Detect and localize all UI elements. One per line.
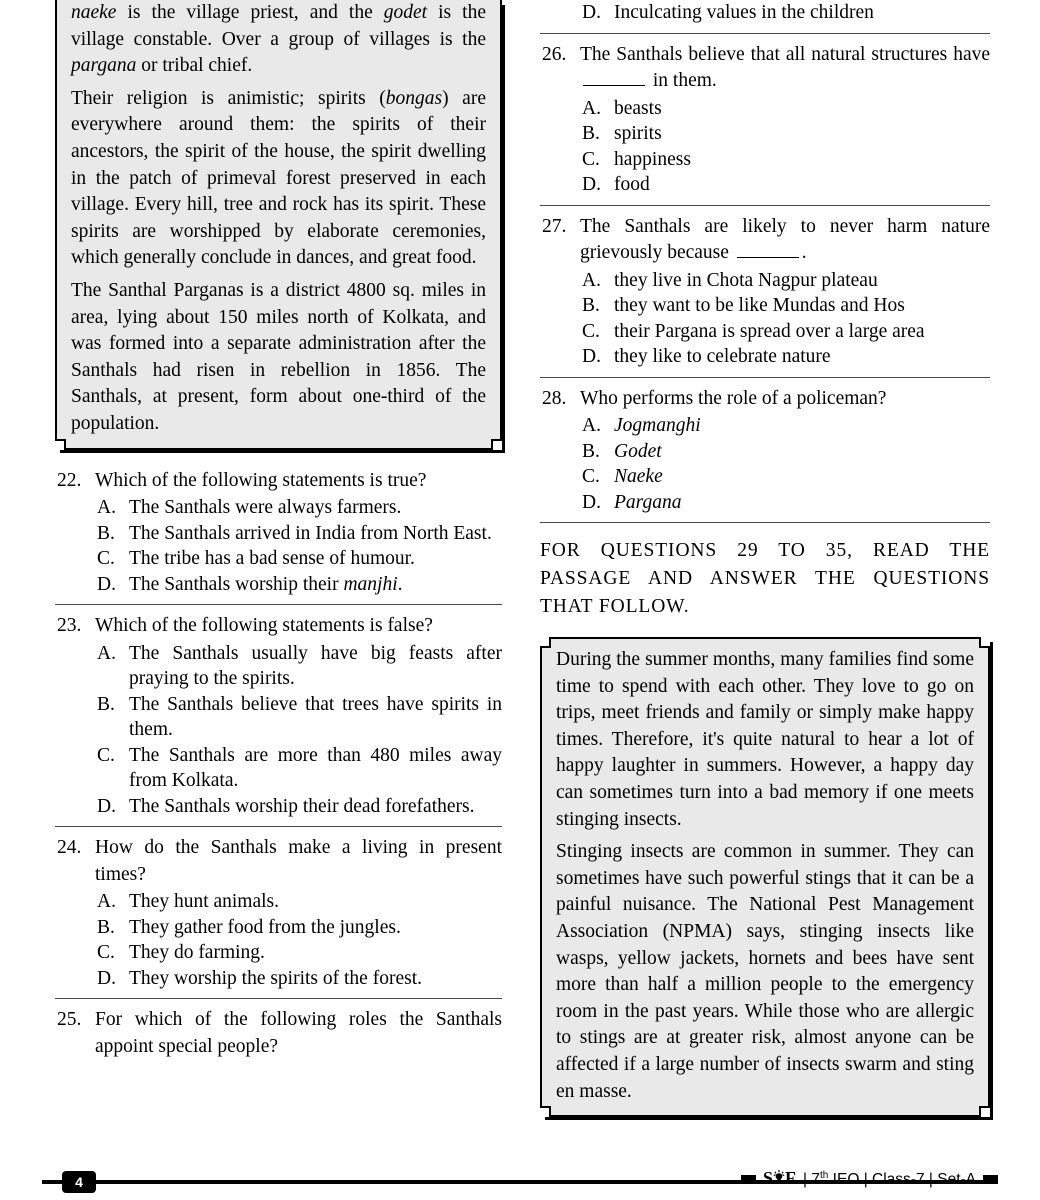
option-text: Pargana [614,491,682,513]
option-b[interactable] [540,293,990,319]
question-separator [55,604,502,605]
question-text: Which of the following statements is false? [95,615,433,636]
option-letter: D. [582,491,601,513]
footer-branding [741,1168,998,1194]
term-bongas: bongas [385,87,443,109]
option-letter: C. [97,744,115,766]
term-pargana: pargana [71,55,137,77]
footer-dash-right-icon [983,1175,998,1180]
option-text: spirits [614,123,662,144]
question-number: 27. [542,215,567,237]
footer-meta [803,1170,976,1189]
question-stem [55,613,502,640]
option-text: The Santhals arrived in India from North East. [129,522,492,544]
option-text: they like to celebrate nature [614,346,831,367]
notch-bottom-right-icon [491,439,502,450]
option-text: They worship the spirits of the forest. [129,967,422,989]
option-letter: B. [97,916,115,938]
sof-logo [763,1168,796,1189]
option-text: happiness [614,148,691,170]
question-stem [55,835,502,888]
footer-set: Set-A [937,1171,976,1188]
option-letter: B. [582,123,600,144]
option-letter: A. [582,97,601,119]
option-list [55,889,502,991]
option-text: They hunt animals. [129,891,280,912]
option-letter: B. [97,693,115,715]
notch-bottom-right-icon [979,1106,990,1117]
fill-in-blank [737,244,799,258]
option-text: The Santhals are more than 480 miles away from Kolkata. [129,744,502,791]
question-stem [540,214,990,267]
option-letter: A. [582,415,601,436]
option-text: Jogmanghi [614,415,701,436]
option-d[interactable] [540,344,990,370]
option-text: The Santhals worship their dead forefathers. [129,795,475,817]
option-text: The Santhals believe that trees have spirits in them. [129,693,502,740]
question-number: 25. [57,1009,82,1030]
option-b[interactable] [55,521,502,547]
passage-paragraph [71,86,486,272]
option-text: The Santhals were always farmers. [129,497,402,518]
footer-exam-ordinal: 7 [811,1171,821,1188]
option-text: They gather food from the jungles. [129,916,401,938]
option-letter: B. [97,522,115,544]
option-text: Naeke [614,466,663,487]
question-text: Which of the following statements is true? [95,469,427,491]
question-27 [540,214,990,370]
fill-in-blank [583,72,645,86]
question-text: Who performs the role of a policeman? [580,387,887,409]
passage-paragraph: During the summer months, many families find some time to spend with each other. They love to go on trips, meet friends and family or simply make happy times. Therefore, it's quite natural to hear a lot of happy laughter in summers. However, a happy day can sometimes turn into a bad memory if one meets stinging insects. [556,649,974,830]
passage-box-summer [540,637,990,1117]
option-c[interactable] [55,940,502,966]
reading-instruction: FOR QUESTIONS 29 TO 35, READ THE PASSAGE AND ANSWER THE QUESTIONS THAT FOLLOW. [540,540,990,617]
option-d[interactable] [55,966,502,992]
option-letter: B. [582,440,600,462]
option-c[interactable] [540,147,990,173]
term-naeke: naeke [71,2,117,23]
sof-logo-s: S [763,1168,774,1188]
option-text-lead: The Santhals worship their [129,573,344,595]
option-text: their Pargana is spread over a large area [614,320,925,342]
option-c[interactable] [540,319,990,345]
option-text: Inculcating values in the children [614,2,874,23]
question-text-before-blank: The Santhals believe that all natural structures have [580,43,990,65]
option-text [129,572,502,598]
question-number: 26. [542,43,567,65]
option-b[interactable] [540,439,990,465]
option-letter: C. [582,466,600,487]
option-list [540,413,990,515]
option-text: they want to be like Mundas and Hos [614,295,905,316]
question-separator [540,377,990,378]
question-stem [540,386,990,413]
footer-dash-left-icon [741,1175,756,1180]
footer-exam-ordinal-suffix: th [820,1169,829,1181]
option-c[interactable] [55,743,502,794]
question-22 [55,468,502,598]
question-text-before-blank: The Santhals are likely to never harm nature grievously because [580,215,990,263]
question-text [580,214,990,267]
option-letter: D. [97,573,116,595]
option-letter: A. [582,269,601,291]
passage-text: ) are everywhere around them: the spirits of their ancestors, the spirit of the house, the spirit dwelling in the patch of primeval forest preserved in each village. Every hill, tree and rock has its spirit. These spirits are worshipped by elaborate ceremonies, which generally conclude in dances, and great food. [71,87,486,269]
option-a[interactable] [540,96,990,122]
lightbulb-icon [773,1169,785,1184]
option-d[interactable] [540,172,990,198]
question-number: 24. [57,837,82,858]
passage-paragraph: The Santhal Parganas is a district 4800 sq. miles in area, lying about 150 miles north of Kolkata, and was formed into a separate administration after the Santhals had risen in rebellion in 1856. The Santhals, at present, form about one-third of the population. [71,279,486,434]
option-a[interactable] [55,641,502,692]
option-list [540,96,990,198]
question-separator [55,826,502,827]
option-c[interactable] [55,546,502,572]
footer-exam-name: IEO [832,1171,860,1188]
option-letter: D. [97,967,116,989]
option-letter: D. [582,174,601,195]
passage-paragraph [71,0,486,80]
question-stem [55,1007,502,1060]
footer-separator: | [863,1171,868,1188]
passage-text: is the village constable. Over a group of villages is the [71,2,486,50]
option-letter: D. [97,795,116,817]
passage-paragraph: Stinging insects are common in summer. They can sometimes have such powerful stings that it can be a painful nuisance. The National Pest Management Association (NPMA) says, stinging insects like wasps, yellow jackets, hornets and bees have sent more than half a million people to the emergency room in the past years. While those who are allergic to stings are at greater risk, almost anyone can be affected if a large number of insects swarm and sting en masse. [556,841,974,1102]
option-b[interactable] [55,915,502,941]
option-letter: C. [97,548,115,569]
option-text: The tribe has a bad sense of humour. [129,548,415,569]
option-a[interactable] [55,889,502,915]
term-godet: godet [383,2,428,23]
option-letter: C. [97,942,115,963]
question-separator [540,205,990,206]
question-number: 23. [57,615,82,636]
option-letter: A. [97,642,116,664]
passage-text: is the village priest, and the [116,2,384,23]
option-letter: D. [582,346,601,367]
footer-separator: | [803,1171,808,1188]
option-d[interactable] [540,490,990,516]
page-number-badge: 4 [62,1171,96,1193]
passage-text: or tribal chief. [136,55,253,77]
option-d[interactable] [55,572,502,598]
option-text-tail: . [397,573,403,595]
question-text: For which of the following roles the Santhals appoint special people? [95,1009,502,1057]
question-text [580,42,990,95]
question-25 [55,1007,502,1060]
question-separator [540,33,990,34]
question-stem [540,42,990,95]
footer-separator: | [928,1171,933,1188]
question-24 [55,835,502,991]
option-letter: C. [582,148,600,170]
term-manjhi: manjhi [343,573,398,595]
question-separator [540,522,990,523]
option-text: The Santhals usually have big feasts after praying to the spirits. [129,642,502,689]
sof-logo-f: F [785,1168,797,1188]
question-text-after-blank: in them. [648,70,717,91]
option-list [55,641,502,820]
notch-bottom-left-icon [55,439,66,450]
option-text: beasts [614,97,662,119]
option-text: Godet [614,440,662,462]
option-letter: B. [582,295,600,316]
option-list [540,268,990,370]
passage-text: Their religion is animistic; spirits ( [71,87,386,109]
notch-bottom-left-icon [540,1106,551,1117]
option-list [55,495,502,597]
notch-top-right-icon [979,637,990,648]
question-text: How do the Santhals make a living in present times? [95,837,502,885]
question-text-after-blank: . [801,242,807,263]
option-a[interactable] [540,413,990,439]
option-letter: A. [97,891,116,912]
option-letter: C. [582,320,600,342]
page-footer [0,1162,1040,1200]
option-a[interactable] [540,268,990,294]
question-26 [540,42,990,198]
passage-box-body [540,637,990,1117]
right-column [540,0,990,1164]
footer-class: Class-7 [872,1171,925,1188]
option-text: They do farming. [129,942,265,963]
option-letter: D. [582,2,601,23]
question-stem [55,468,502,495]
question-separator [55,998,502,999]
option-d[interactable] [55,794,502,820]
question-28 [540,386,990,516]
option-text: food [614,174,650,195]
notch-top-left-icon [540,637,551,648]
question-23 [55,613,502,819]
option-b[interactable] [540,121,990,147]
left-column [55,0,502,1164]
option-letter: A. [97,497,116,518]
option-c[interactable] [540,464,990,490]
option-b[interactable] [55,692,502,743]
option-a[interactable] [55,495,502,521]
passage-box-body [55,0,502,450]
option-text: they live in Chota Nagpur plateau [614,269,878,291]
passage-box-santhals [55,0,502,450]
question-number: 28. [542,387,567,409]
option-d-orphan[interactable] [540,0,990,26]
question-number: 22. [57,469,82,491]
